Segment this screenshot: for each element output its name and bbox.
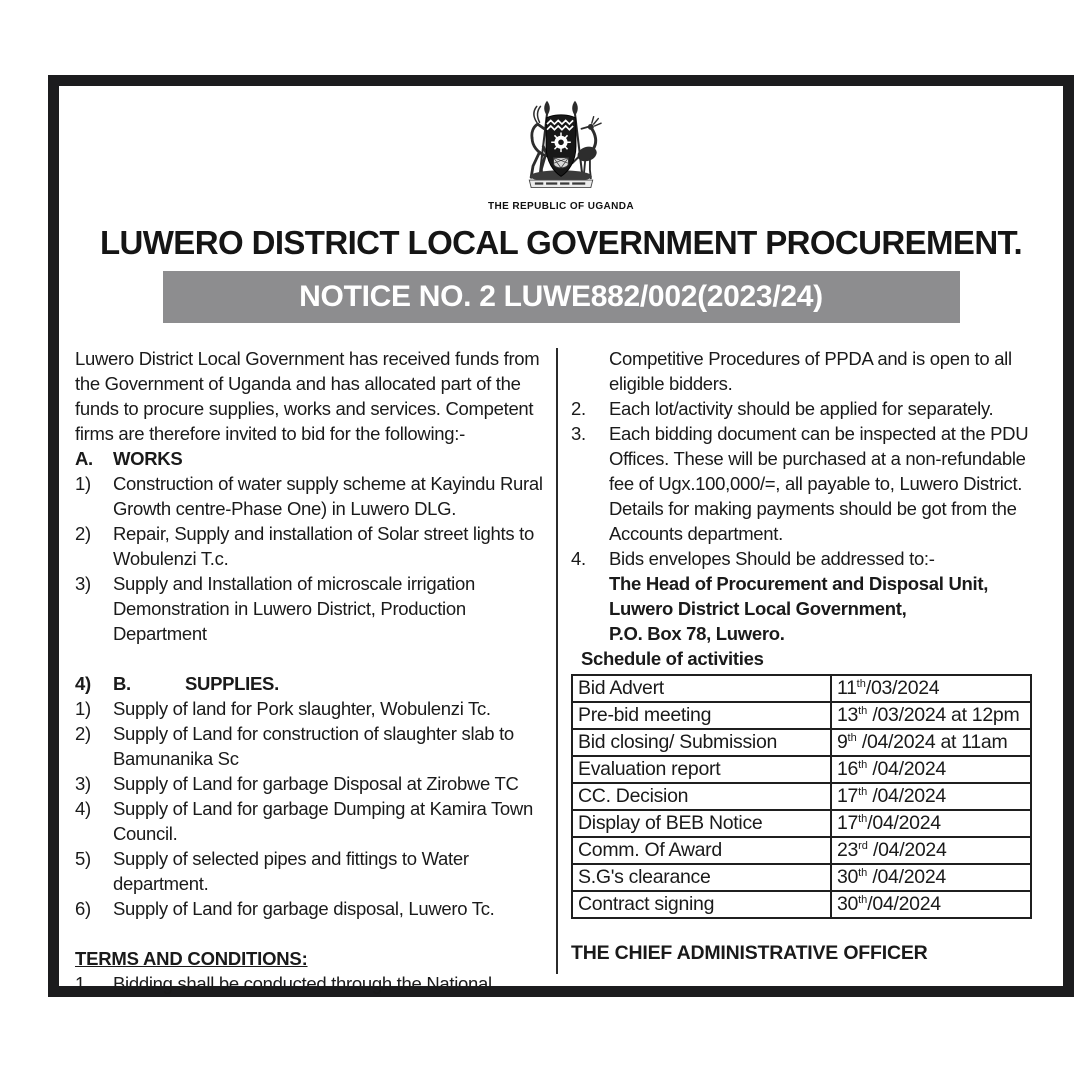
schedule-date: 16th /04/2024 [831,756,1031,783]
address-block [609,571,1051,646]
notice-number-banner [163,271,960,323]
document-title: LUWERO DISTRICT LOCAL GOVERNMENT PROCUREMENT. [99,224,1023,261]
list-item-number: 4. [571,548,586,569]
list-item-text: Supply of Land for garbage Dumping at Kamira Town Council. [113,798,533,844]
list-item-number: 5) [75,848,91,869]
schedule-date: 13th /03/2024 at 12pm [831,702,1031,729]
date-ordinal: th [858,786,868,798]
schedule-heading: Schedule of activities [581,648,764,669]
schedule-row [572,729,1031,756]
list-item [571,546,1051,571]
schedule-date: 30th/04/2024 [831,891,1031,918]
schedule-date: 17th/04/2024 [831,810,1031,837]
schedule-date: 30th /04/2024 [831,864,1031,891]
schedule-activity: S.G's clearance [572,864,831,891]
list-item [571,396,1051,421]
body-columns [59,346,1063,996]
list-item [75,471,553,521]
list-item-text: Repair, Supply and installation of Solar street lights to Wobulenzi T.c. [113,523,534,569]
schedule-activity: Contract signing [572,891,831,918]
list-item [75,521,553,571]
notice-document [48,75,1074,997]
terms-list [75,971,553,996]
schedule-activity: Bid Advert [572,675,831,702]
list-item [75,971,553,996]
schedule-row [572,810,1031,837]
schedule-row [572,675,1031,702]
works-heading-label: WORKS [113,448,183,469]
uganda-coat-of-arms-icon [505,98,617,195]
schedule-row [572,702,1031,729]
works-heading-letter: A. [75,448,93,469]
list-item-number: 2) [75,723,91,744]
list-item-text: Each lot/activity should be applied for separately. [609,398,994,419]
supplies-heading-text [113,671,279,696]
list-item-text: Supply of Land for garbage Disposal at Zirobwe TC [113,773,519,794]
list-item-number: 1) [75,473,91,494]
schedule-table [571,674,1032,919]
list-item [75,571,553,646]
list-item-number: 1. [75,973,90,994]
schedule-row [572,756,1031,783]
list-item-text: Construction of water supply scheme at Kayindu Rural Growth centre-Phase One) in Luwero DLG. [113,473,543,519]
list-item-text: Supply and Installation of microscale irrigation Demonstration in Luwero District, Production Department [113,573,475,644]
emblem-caption: THE REPUBLIC OF UGANDA [487,201,635,212]
list-item-text: Bidding shall be conducted through the National [113,973,492,994]
list-item-text: Supply of selected pipes and fittings to Water department. [113,848,469,894]
schedule-activity: Pre-bid meeting [572,702,831,729]
list-item-number: 3) [75,773,91,794]
right-column [571,346,1063,996]
schedule-row [572,837,1031,864]
list-item-text: Bids envelopes Should be addressed to:- [609,548,935,569]
list-item-number: 6) [75,898,91,919]
emblem-block [59,98,1063,212]
address-line: The Head of Procurement and Disposal Unit, [609,573,989,594]
works-list [75,471,553,646]
list-item [75,721,553,771]
left-column [75,346,553,996]
list-item [75,771,553,796]
schedule-date: 9th /04/2024 at 11am [831,729,1031,756]
schedule-date: 11th/03/2024 [831,675,1031,702]
terms-heading: TERMS AND CONDITIONS: [75,948,308,969]
date-ordinal: th [856,678,866,690]
schedule-activity: Display of BEB Notice [572,810,831,837]
list-item [75,846,553,896]
schedule-row [572,783,1031,810]
terms-continuation: Competitive Procedures of PPDA and is open to all eligible bidders. [609,348,1012,394]
supplies-heading-letter: B. [113,673,131,694]
date-ordinal: th [847,732,857,744]
list-item-text: Supply of Land for garbage disposal, Luwero Tc. [113,898,495,919]
list-item-text: Supply of Land for construction of slaughter slab to Bamunanika Sc [113,723,514,769]
schedule-row [572,891,1031,918]
schedule-row [572,864,1031,891]
schedule-activity: Comm. Of Award [572,837,831,864]
list-item [571,421,1051,546]
spacer [75,921,553,946]
list-item-number: 2. [571,398,586,419]
list-item-text: Each bidding document can be inspected at the PDU Offices. These will be purchased at a non-refundable fee of Ugx.100,000/=, all payable to, Luwero District. Details for making payments should be got from the Accounts department. [609,423,1029,544]
signature-line: THE CHIEF ADMINISTRATIVE OFFICER [571,942,928,964]
list-item [75,796,553,846]
list-item-number: 3. [571,423,586,444]
list-item [75,696,553,721]
address-line: Luwero District Local Government, [609,598,907,619]
schedule-date: 23rd /04/2024 [831,837,1031,864]
supplies-heading-number: 4) [75,673,91,694]
column-divider [556,348,558,974]
list-item-number: 2) [75,523,91,544]
date-ordinal: th [858,705,868,717]
date-ordinal: rd [858,840,868,852]
schedule-date: 17th /04/2024 [831,783,1031,810]
spacer [75,646,553,671]
supplies-heading-label: SUPPLIES. [185,673,279,694]
works-heading [75,446,553,471]
list-item-number: 1) [75,698,91,719]
schedule-activity: Evaluation report [572,756,831,783]
supplies-list [75,696,553,921]
supplies-heading [75,671,553,696]
date-ordinal: th [858,759,868,771]
notice-number-text: NOTICE NO. 2 LUWE882/002(2023/24) [299,280,823,313]
date-ordinal: th [858,894,868,906]
date-ordinal: th [858,813,868,825]
list-item-number: 4) [75,798,91,819]
schedule-activity: Bid closing/ Submission [572,729,831,756]
address-line: P.O. Box 78, Luwero. [609,623,785,644]
list-item-text: Supply of land for Pork slaughter, Wobulenzi Tc. [113,698,491,719]
terms-items-list [571,396,1051,571]
list-item [75,896,553,921]
intro-paragraph: Luwero District Local Government has received funds from the Government of Uganda and has allocated part of the funds to procure supplies, works and services. Competent firms are therefore invited to bid for the following:- [75,348,540,444]
schedule-activity: CC. Decision [572,783,831,810]
list-item-number: 3) [75,573,91,594]
date-ordinal: th [858,867,868,879]
